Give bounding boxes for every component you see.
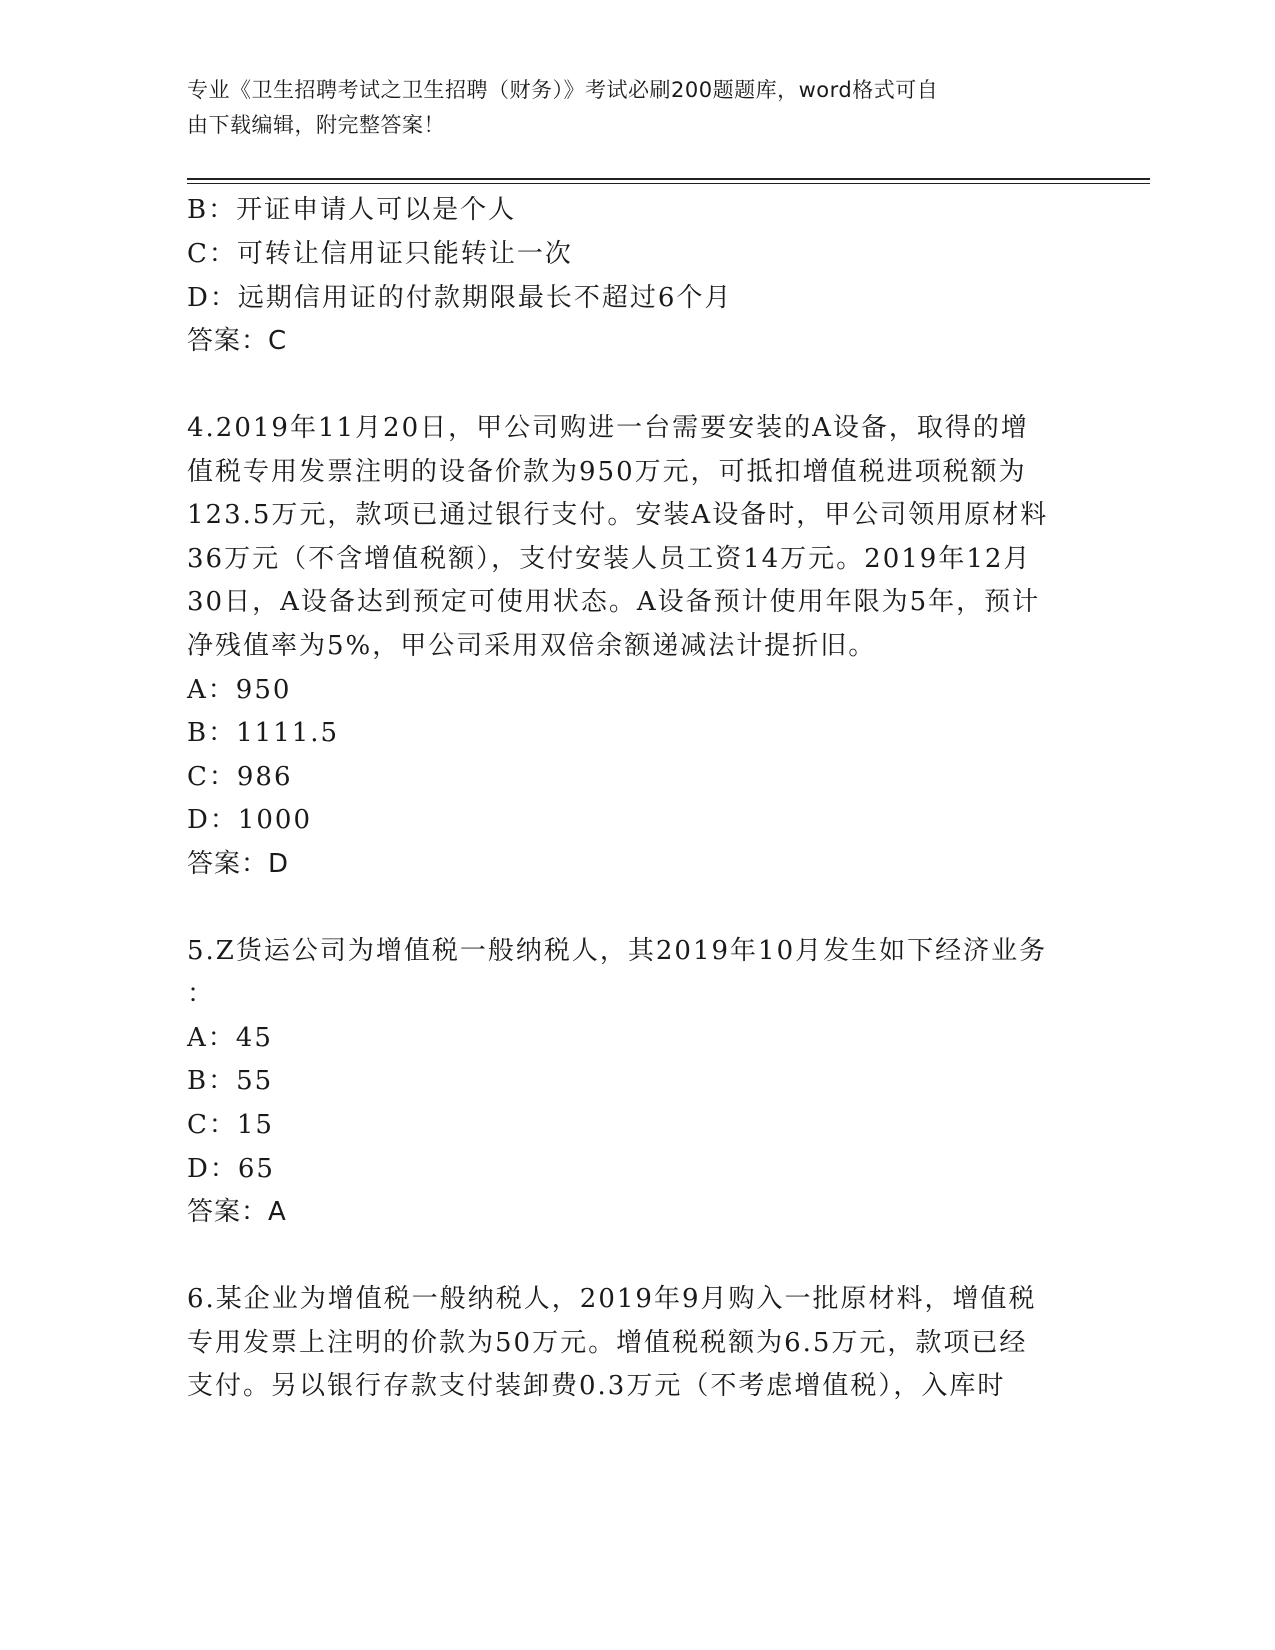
q3-option-c: C：可转让信用证只能转让一次 — [187, 239, 573, 269]
header-line-2: 由下载编辑，附完整答案！ — [187, 113, 445, 137]
q4-stem-line-2: 值税专用发票注明的设备价款为950万元，可抵扣增值税进项税额为 — [187, 457, 1027, 487]
q4-option-d: D：1000 — [187, 805, 313, 835]
q4-stem-line-6: 净残值率为5%，甲公司采用双倍余额递减法计提折旧。 — [187, 631, 877, 661]
q4-option-b: B：1111.5 — [187, 718, 340, 748]
q3-option-b: B：开证申请人可以是个人 — [187, 195, 517, 225]
header-rule-thin — [187, 183, 1150, 184]
q5-option-a: A：45 — [187, 1023, 273, 1053]
q5-stem-line-1: 5.Z货运公司为增值税一般纳税人，其2019年10月发生如下经济业务 — [187, 936, 1048, 966]
q5-stem-line-2: ： — [187, 979, 216, 1009]
q4-stem-line-3: 123.5万元，款项已通过银行支付。安装A设备时，甲公司领用原材料 — [187, 500, 1049, 530]
q5-answer: 答案：A — [187, 1197, 287, 1227]
q3-option-d: D：远期信用证的付款期限最长不超过6个月 — [187, 283, 733, 313]
q4-stem-line-4: 36万元（不含增值税额），支付安装人员工资14万元。2019年12月 — [187, 544, 1032, 574]
document-header — [187, 73, 1067, 143]
q4-stem-line-5: 30日，A设备达到预定可使用状态。A设备预计使用年限为5年，预计 — [187, 587, 1041, 617]
q3-answer: 答案：C — [187, 326, 288, 356]
q4-option-a: A：950 — [187, 675, 292, 705]
q5-option-c: C：15 — [187, 1110, 274, 1140]
q5-option-b: B：55 — [187, 1066, 274, 1096]
q4-option-c: C：986 — [187, 762, 293, 792]
header-line-1: 专业《卫生招聘考试之卫生招聘（财务）》考试必刷200题题库，word格式可自 — [187, 78, 939, 102]
q6-stem-line-3: 支付。另以银行存款支付装卸费0.3万元（不考虑增值税），入库时 — [187, 1371, 1006, 1401]
q4-answer: 答案：D — [187, 849, 290, 879]
q6-stem-line-2: 专用发票上注明的价款为50万元。增值税税额为6.5万元，款项已经 — [187, 1328, 1028, 1358]
q6-stem-line-1: 6.某企业为增值税一般纳税人，2019年9月购入一批原材料，增值税 — [187, 1284, 1037, 1314]
q4-stem-line-1: 4.2019年11月20日，甲公司购进一台需要安装的A设备，取得的增 — [187, 413, 1029, 443]
header-rule-thick — [187, 178, 1150, 180]
q5-option-d: D：65 — [187, 1154, 275, 1184]
